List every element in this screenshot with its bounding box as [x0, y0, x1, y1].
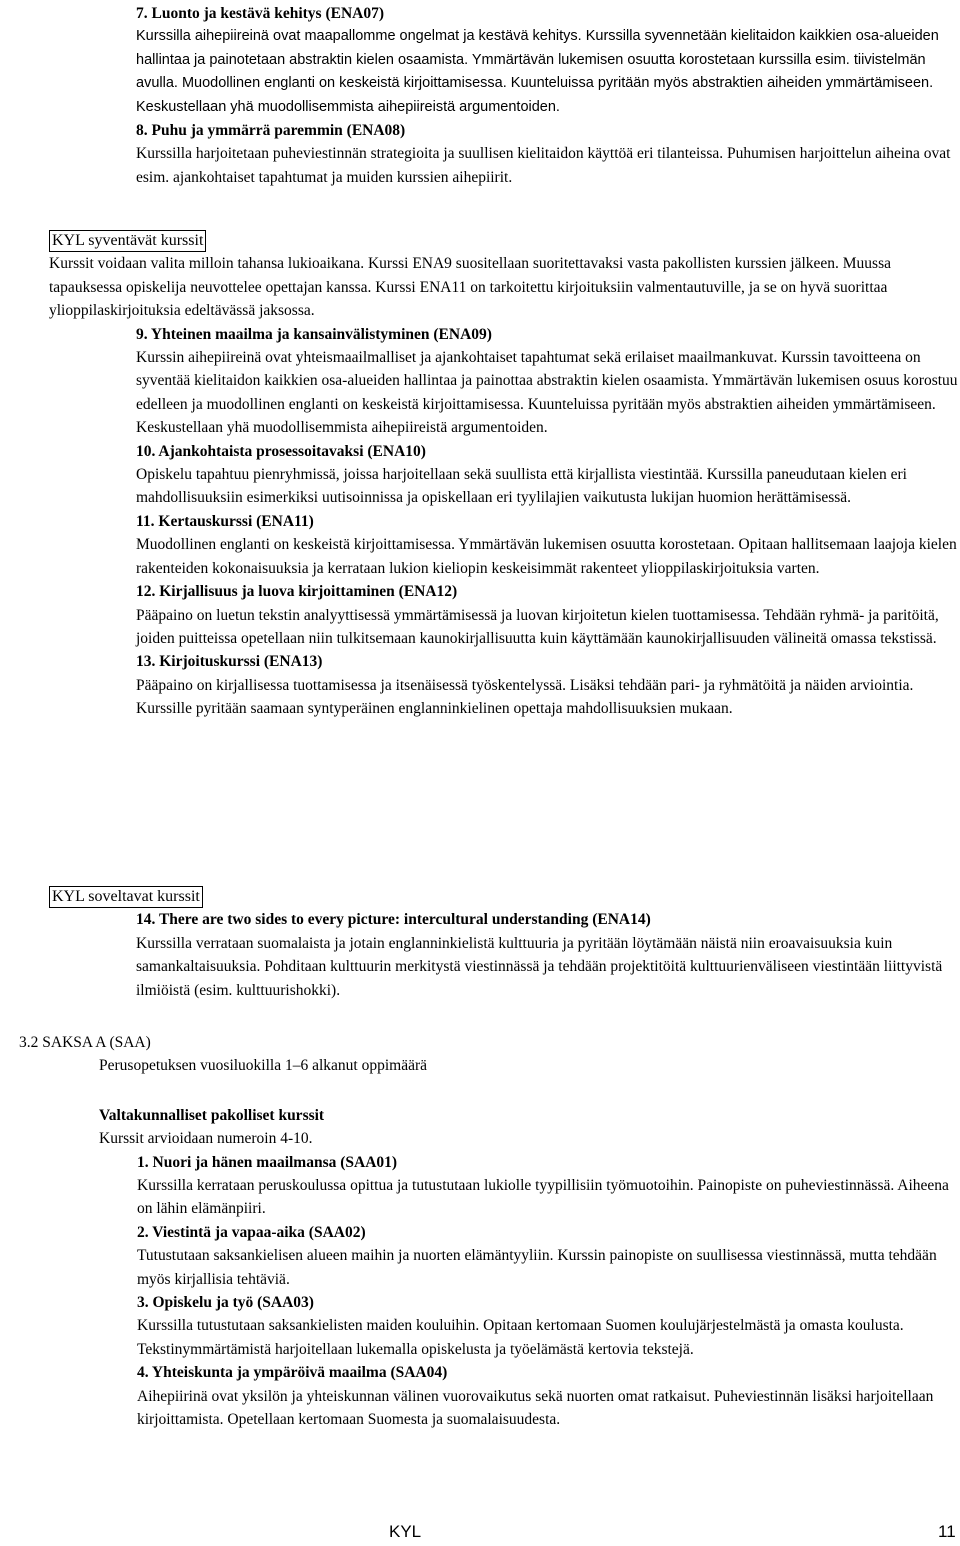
course-description: Kurssilla tutustutaan saksankielisten maiden kouluihin. Opitaan kertomaan Suomen koulujärjestelmästä ja omasta koulusta. Tekstinymmärtämistä harjoitellaan lukemalla opiskelusta ja työelämästä kertovia tekstejä. [137, 1317, 904, 1358]
course-title: 7. Luonto ja kestävä kehitys (ENA07) [136, 5, 385, 22]
course-ena07 [136, 2, 958, 119]
course-title: 13. Kirjoituskurssi (ENA13) [136, 653, 323, 671]
course-description: Tutustutaan saksankielisen alueen maihin ja nuorten elämäntyyliin. Kurssin painopiste on suullisessa viestinnässä, mutta tehdään myös kirjallisia tehtäviä. [137, 1247, 937, 1288]
section-ena-courses-7-8 [136, 2, 958, 189]
section-kyl-applied [49, 885, 959, 1002]
course-list [137, 1151, 959, 1432]
course-saa04 [137, 1361, 959, 1431]
course-title: 10. Ajankohtaista prosessoitavaksi (ENA10) [136, 442, 426, 460]
grading-note: Kurssit arvioidaan numeroin 4-10. [99, 1130, 313, 1148]
course-description: Kurssilla harjoitetaan puheviestinnän strategioita ja suullisen kielitaidon käyttöä eri tilanteissa. Puhumisen harjoittelun aiheina ovat esim. ajankohtaiset tapahtumat ja muiden kurssien aihepiirit. [136, 145, 951, 186]
course-list [136, 323, 959, 721]
page-number: 11 [938, 1522, 956, 1541]
section-body [99, 1054, 959, 1431]
course-ena08 [136, 119, 958, 189]
course-description: Pääpaino on kirjallisessa tuottamisessa ja itsenäisessä työskentelyssä. Lisäksi tehdään pari- ja ryhmätöitä ja näiden arviointia. Kurssille pyritään saamaan syntyperäinen englanninkielinen opettaja mahdollisuuksien mukaan. [136, 676, 914, 718]
course-title: 12. Kirjallisuus ja luova kirjoittaminen (ENA12) [136, 583, 458, 601]
section-intro: Kurssit voidaan valita milloin tahansa lukioaikana. Kurssi ENA9 suositellaan suoritettavaksi vasta pakollisten kurssien jälkeen. Muussa tapauksessa opiskelija neuvottelee opettajan kanssa. Kurssi ENA11 on tarkoitettu kirjoituksiin valmentautuville, ja se on hyvä suorittaa ylioppilaskirjoituksia edeltävässä jaksossa. [49, 255, 892, 320]
course-ena10 [136, 440, 959, 510]
course-title: 11. Kertauskurssi (ENA11) [136, 512, 314, 530]
section-subtitle: Perusopetuksen vuosiluokilla 1–6 alkanut oppimäärä [99, 1057, 428, 1075]
course-title: 8. Puhu ja ymmärrä paremmin (ENA08) [136, 122, 406, 140]
course-description: Muodollinen englanti on keskeistä kirjoittamisessa. Ymmärtävän lukemisen osuutta korostetaan. Opitaan hallitsemaan laajoja kielen rakenteiden kokonaisuuksia ja kerrataan lukion kieliopin keskeisimmät rakenteet ylioppilaskirjoituksia varten. [136, 536, 957, 577]
course-title: 14. There are two sides to every picture: intercultural understanding (ENA14) [136, 911, 651, 929]
course-saa03 [137, 1291, 959, 1361]
course-ena12 [136, 580, 959, 650]
course-description: Kurssilla kerrataan peruskoulussa opittua ja tutustutaan lukiolle tyypillisiin työmuotoihin. Painopiste on puheviestinnässä. Aiheena on lähin elämänpiiri. [137, 1177, 949, 1218]
course-title: 3. Opiskelu ja työ (SAA03) [137, 1294, 314, 1312]
course-description: Aihepiirinä ovat yksilön ja yhteiskunnan välinen vuorovaikutus sekä nuorten omat ratkaisut. Puheviestinnän lisäksi harjoitellaan kirjoittamista. Opetellaan kertomaan Suomesta ja suomalaisuudesta. [137, 1387, 934, 1429]
spacer [99, 1078, 959, 1104]
course-title: 4. Yhteiskunta ja ympäröivä maailma (SAA04) [137, 1364, 448, 1382]
mandatory-courses-heading: Valtakunnalliset pakolliset kurssit [99, 1106, 325, 1124]
section-heading-boxed: KYL syventävät kurssit [49, 230, 206, 252]
section-kyl-advanced [49, 229, 959, 721]
course-saa02 [137, 1221, 959, 1291]
course-description: Kurssin aihepiireinä ovat yhteismaailmalliset ja ajankohtaiset tapahtumat sekä erilaiset maailmankuvat. Kurssin tavoitteena on syventää kielitaidon kaikkien osa-alueiden hallintaa ja painottaa abstraktin kielen osaamista. Ymmärtävän lukemisen osuus korostuu edelleen ja muodollinen englanti on keskeistä kirjoittamisessa. Kuunteluissa pyritään myös abstraktien aiheiden ymmärtämiseen. Keskustellaan yhä muodollisemmista aihepiireistä argumentoiden. [136, 349, 958, 437]
course-description: Kurssilla aihepiireinä ovat maapallomme ongelmat ja kestävä kehitys. Kurssilla syvennetään kielitaidon kaikkien osa-alueiden hallintaa ja painotetaan abstraktin kielen osaamista. Ymmärtävän lukemisen osuutta korostetaan kurssilla esim. tiivistelmän avulla. Muodollinen englanti on keskeistä kirjoittamisessa. Kuunteluissa pyritään myös abstraktien aiheiden ymmärtämiseen. Keskustellaan yhä muodollisemmista aihepiireistä argumentoiden. [136, 28, 939, 115]
section-saksa-a [19, 1031, 959, 1432]
course-title: 1. Nuori ja hänen maailmansa (SAA01) [137, 1153, 398, 1171]
course-title: 2. Viestintä ja vapaa-aika (SAA02) [137, 1223, 366, 1241]
course-description: Opiskelu tapahtuu pienryhmissä, joissa harjoitellaan sekä suullista että kirjallista viestintää. Kurssilla paneudutaan kielen eri mahdollisuuksiin esimerkiksi uutisoinnissa ja opiskellaan eri tyylilajien vaikutusta lukijan huomion herättämisessä. [136, 466, 907, 507]
course-description: Pääpaino on luetun tekstin analyyttisessä ymmärtämisessä ja luovan kirjoitetun kielen tuottamisessa. Tehdään ryhmä- ja paritöitä, joiden puitteissa opetellaan niin tulkitsemaan kaunokirjallisuutta kuin käyttämään kaunokirjallisuuden välineitä omassa tekstissä. [136, 606, 939, 647]
course-ena09 [136, 323, 959, 440]
course-ena11 [136, 510, 959, 580]
course-ena14 [136, 908, 959, 1002]
course-saa01 [137, 1151, 959, 1221]
footer-label: KYL [389, 1522, 422, 1541]
course-title: 9. Yhteinen maailma ja kansainvälistyminen (ENA09) [136, 325, 492, 343]
course-ena13 [136, 650, 959, 720]
course-list [136, 908, 959, 1002]
section-heading-boxed: KYL soveltavat kurssit [49, 886, 203, 908]
course-description: Kurssilla verrataan suomalaista ja jotain englanninkielistä kulttuuria ja pyritään löytämään näistä niin eroavaisuuksia kuin samankaltaisuuksia. Pohditaan kulttuurin merkitystä viestinnässä ja tehdään projektitöitä kulttuurienväliseen viestintään liittyvistä ilmiöistä (esim. kulttuurishokki). [136, 934, 943, 999]
section-heading: 3.2 SAKSA A (SAA) [19, 1034, 151, 1051]
